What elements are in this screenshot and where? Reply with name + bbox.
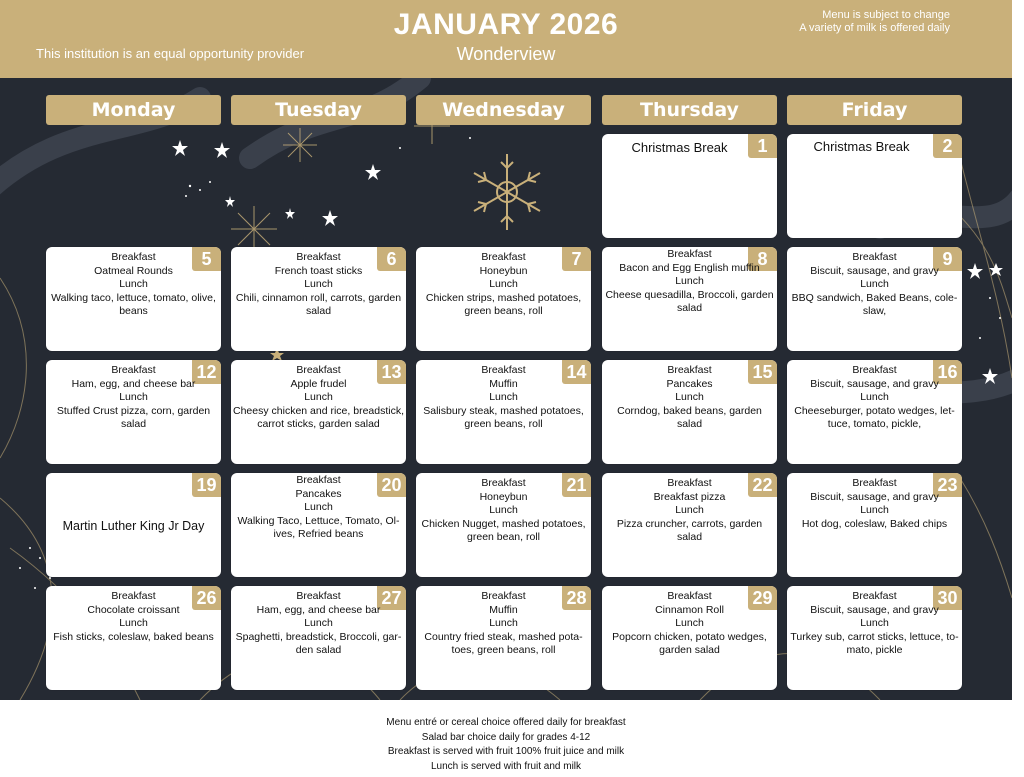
breakfast-label: Breakfast [111, 364, 156, 376]
breakfast-item: Muffin [489, 377, 518, 390]
day-number: 29 [748, 586, 777, 610]
header-banner [0, 0, 1012, 78]
day-number: 27 [377, 586, 406, 610]
day-number: 6 [377, 247, 406, 271]
lunch-label: Lunch [119, 391, 148, 403]
lunch-item: Stuffed Crust pizza, corn, garden salad [56, 404, 211, 430]
lunch-item: Cheese quesadilla, Broccoli, garden salad [605, 288, 774, 314]
day-cell-23 [787, 473, 962, 577]
day-cell-7 [416, 247, 591, 351]
breakfast-label: Breakfast [667, 248, 712, 260]
breakfast-label: Breakfast [111, 590, 156, 602]
lunch-label: Lunch [675, 391, 704, 403]
milk-note: A variety of milk is offered daily [799, 22, 950, 34]
day-number: 13 [377, 360, 406, 384]
lunch-label: Lunch [489, 278, 518, 290]
lunch-item: Chili, cinnamon roll, carrots, garden salad [235, 291, 402, 317]
day-number: 1 [748, 134, 777, 158]
page-title: JANUARY 2026 [393, 8, 619, 41]
breakfast-label: Breakfast [481, 251, 526, 263]
lunch-label: Lunch [304, 617, 333, 629]
day-cell-21 [416, 473, 591, 577]
breakfast-label: Breakfast [296, 364, 341, 376]
day-cell-13 [231, 360, 406, 464]
day-cell-2 [787, 134, 962, 238]
lunch-label: Lunch [675, 275, 704, 287]
day-cell-27 [231, 586, 406, 690]
breakfast-label: Breakfast [667, 477, 712, 489]
breakfast-item: Biscuit, sausage, and gravy [810, 264, 939, 277]
day-number: 26 [192, 586, 221, 610]
breakfast-label: Breakfast [667, 590, 712, 602]
breakfast-label: Breakfast [481, 364, 526, 376]
day-cell-20 [231, 473, 406, 577]
breakfast-item: Ham, egg, and cheese bar [256, 603, 381, 616]
breakfast-label: Breakfast [111, 251, 156, 263]
lunch-label: Lunch [489, 391, 518, 403]
lunch-label: Lunch [860, 504, 889, 516]
lunch-label: Lunch [489, 504, 518, 516]
holiday-label: Christmas Break [813, 139, 910, 154]
lunch-label: Lunch [675, 504, 704, 516]
lunch-item: Cheeseburger, potato wedges, let-tuce, tomato, pickle, [794, 404, 955, 430]
breakfast-item: Bacon and Egg English muffin [619, 261, 760, 274]
breakfast-item: Chocolate croissant [87, 603, 180, 616]
lunch-item: Popcorn chicken, potato wedges, garden salad [612, 630, 767, 656]
lunch-item: Country fried steak, mashed pota-toes, green beans, roll [424, 630, 583, 656]
lunch-item: BBQ sandwich, Baked Beans, cole-slaw, [791, 291, 958, 317]
holiday-label: Christmas Break [631, 140, 728, 155]
header-tuesday: Tuesday [231, 95, 406, 125]
lunch-item: Chicken Nugget, mashed potatoes, green bean, roll [421, 517, 586, 543]
breakfast-item: Honeybun [479, 264, 528, 277]
day-number: 16 [933, 360, 962, 384]
day-number: 5 [192, 247, 221, 271]
day-number: 28 [562, 586, 591, 610]
day-number: 12 [192, 360, 221, 384]
lunch-label: Lunch [489, 617, 518, 629]
day-cell-16 [787, 360, 962, 464]
breakfast-item: Honeybun [479, 490, 528, 503]
day-cell-29 [602, 586, 777, 690]
header-monday: Monday [46, 95, 221, 125]
breakfast-item: Biscuit, sausage, and gravy [810, 377, 939, 390]
day-number: 19 [192, 473, 221, 497]
day-cell-14 [416, 360, 591, 464]
breakfast-item: Ham, egg, and cheese bar [71, 377, 196, 390]
day-cell-22 [602, 473, 777, 577]
holiday-label: Martin Luther King Jr Day [62, 519, 205, 533]
header-wednesday: Wednesday [416, 95, 591, 125]
day-number: 7 [562, 247, 591, 271]
breakfast-label: Breakfast [667, 364, 712, 376]
school-name: Wonderview [456, 44, 556, 64]
header-friday: Friday [787, 95, 962, 125]
breakfast-label: Breakfast [852, 590, 897, 602]
lunch-item: Turkey sub, carrot sticks, lettuce, to-mato, pickle [790, 630, 959, 656]
day-cell-1 [602, 134, 777, 238]
lunch-label: Lunch [860, 391, 889, 403]
breakfast-item: French toast sticks [274, 264, 363, 277]
breakfast-item: Oatmeal Rounds [94, 264, 173, 277]
lunch-label: Lunch [119, 617, 148, 629]
lunch-item: Chicken strips, mashed potatoes, green beans, roll [425, 291, 582, 317]
footer-note: Breakfast is served with fruit 100% fruit juice and milk [387, 746, 625, 757]
day-number: 15 [748, 360, 777, 384]
day-cell-19 [46, 473, 221, 577]
lunch-label: Lunch [304, 391, 333, 403]
lunch-item: Spaghetti, breadstick, Broccoli, gar-den salad [235, 630, 402, 656]
lunch-item: Salisbury steak, mashed potatoes, green beans, roll [423, 404, 584, 430]
breakfast-item: Biscuit, sausage, and gravy [810, 603, 939, 616]
lunch-item: Corndog, baked beans, garden salad [617, 404, 762, 430]
snowflake-icon [474, 154, 540, 230]
day-number: 9 [933, 247, 962, 271]
day-number: 8 [748, 247, 777, 271]
breakfast-label: Breakfast [481, 590, 526, 602]
breakfast-label: Breakfast [296, 474, 341, 486]
lunch-label: Lunch [860, 278, 889, 290]
day-cell-30 [787, 586, 962, 690]
breakfast-label: Breakfast [852, 364, 897, 376]
footer-note: Salad bar choice daily for grades 4-12 [421, 731, 591, 743]
lunch-label: Lunch [860, 617, 889, 629]
lunch-item: Walking Taco, Lettuce, Tomato, Ol-ives, Refried beans [237, 514, 400, 540]
menu-change-note: Menu is subject to change [822, 9, 950, 21]
day-cell-12 [46, 360, 221, 464]
day-number: 30 [933, 586, 962, 610]
breakfast-item: Pancakes [666, 377, 713, 390]
lunch-label: Lunch [119, 278, 148, 290]
day-cell-28 [416, 586, 591, 690]
day-number: 22 [748, 473, 777, 497]
breakfast-item: Apple frudel [290, 377, 347, 390]
day-number: 21 [562, 473, 591, 497]
lunch-item: Walking taco, lettuce, tomato, olive, beans [51, 291, 216, 317]
breakfast-item: Muffin [489, 603, 518, 616]
lunch-label: Lunch [304, 501, 333, 513]
day-cell-6 [231, 247, 406, 351]
breakfast-item: Pancakes [295, 487, 342, 500]
equal-opportunity-note: This institution is an equal opportunity provider [36, 46, 305, 61]
day-number: 20 [377, 473, 406, 497]
lunch-item: Pizza cruncher, carrots, garden salad [616, 517, 763, 543]
lunch-label: Lunch [675, 617, 704, 629]
breakfast-item: Breakfast pizza [653, 490, 726, 503]
lunch-item: Cheesy chicken and rice, breadstick, carrot sticks, garden salad [233, 404, 404, 430]
day-cell-8 [602, 247, 777, 351]
breakfast-label: Breakfast [852, 251, 897, 263]
lunch-item: Hot dog, coleslaw, Baked chips [801, 517, 948, 530]
day-cell-5 [46, 247, 221, 351]
lunch-label: Lunch [304, 278, 333, 290]
header-thursday: Thursday [602, 95, 777, 125]
lunch-item: Fish sticks, coleslaw, baked beans [53, 630, 214, 643]
breakfast-label: Breakfast [296, 590, 341, 602]
breakfast-item: Cinnamon Roll [655, 603, 724, 616]
day-number: 23 [933, 473, 962, 497]
day-cell-26 [46, 586, 221, 690]
breakfast-item: Biscuit, sausage, and gravy [810, 490, 939, 503]
breakfast-label: Breakfast [481, 477, 526, 489]
footer-note: Lunch is served with fruit and milk [430, 760, 582, 772]
footer-note: Menu entré or cereal choice offered daily for breakfast [386, 717, 626, 728]
day-number: 14 [562, 360, 591, 384]
breakfast-label: Breakfast [852, 477, 897, 489]
day-cell-15 [602, 360, 777, 464]
day-cell-9 [787, 247, 962, 351]
footer-notes [0, 716, 1012, 774]
day-number: 2 [933, 134, 962, 158]
breakfast-label: Breakfast [296, 251, 341, 263]
